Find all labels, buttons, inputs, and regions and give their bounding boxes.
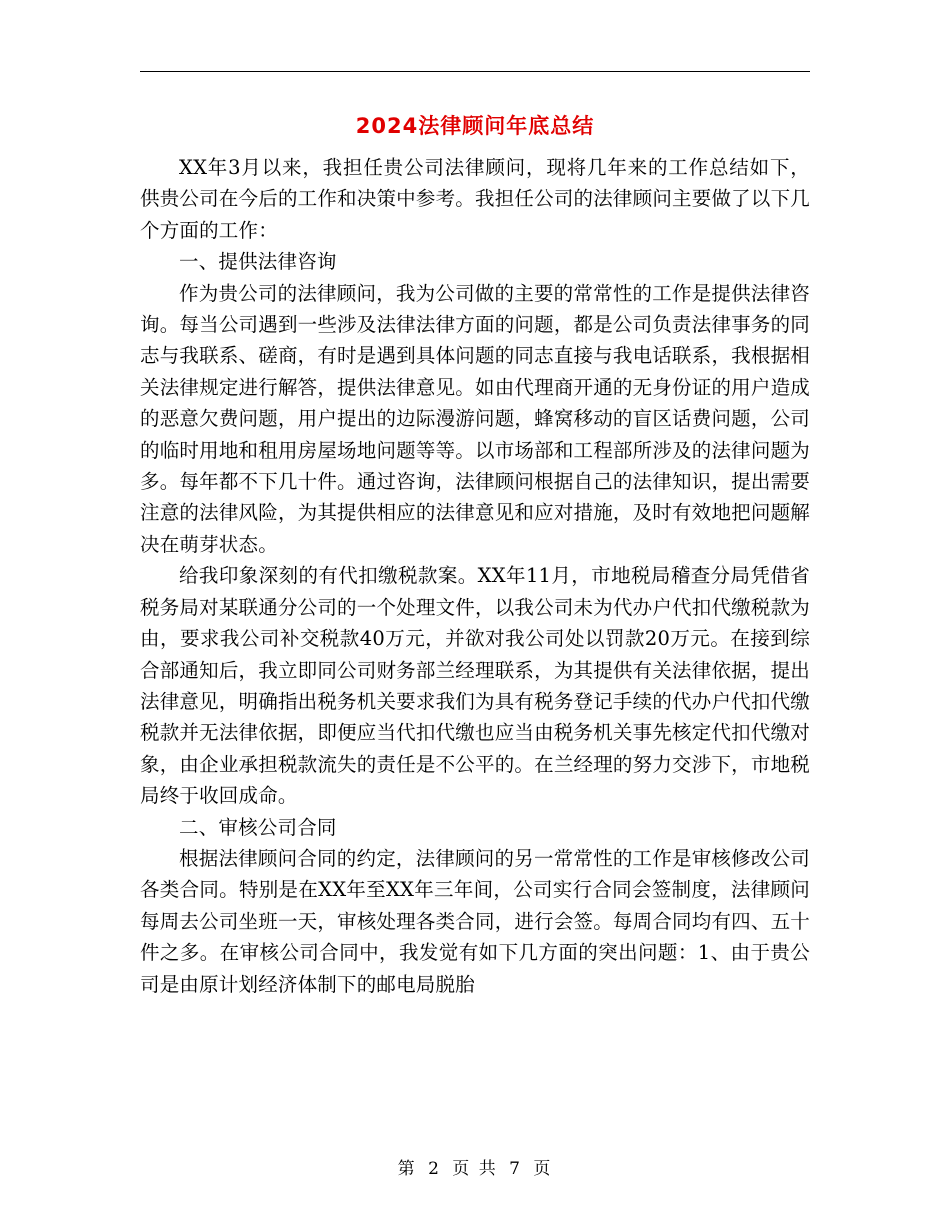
footer-total-pages: 7 xyxy=(509,1159,522,1179)
footer-middle: 页 共 xyxy=(452,1159,498,1179)
page-footer xyxy=(0,1154,950,1179)
footer-current-page: 2 xyxy=(428,1159,441,1179)
paragraph-consulting: 作为贵公司的法律顾问，我为公司做的主要的常常性的工作是提供法律咨询。每当公司遇到一些涉及法律法律方面的问题，都是公司负责法律事务的同志与我联系、磋商，有时是遇到具体问题的同志直接与我电话联系，我根据相关法律规定进行解答，提供法律意见。如由代理商开通的无身份证的用户造成的恶意欠费问题，用户提出的边际漫游问题，蜂窝移动的盲区话费问题，公司的临时用地和租用房屋场地问题等等。以市场部和工程部所涉及的法律问题为多。每年都不下几十件。通过咨询，法律顾问根据自己的法律知识，提出需要注意的法律风险，为其提供相应的法律意见和应对措施，及时有效地把问题解决在萌芽状态。 xyxy=(140,281,810,556)
footer-suffix: 页 xyxy=(533,1159,553,1179)
document-title: 2024法律顾问年底总结 xyxy=(355,114,595,138)
section-heading-contracts: 二、审核公司合同 xyxy=(179,815,337,839)
section-heading-consulting: 一、提供法律咨询 xyxy=(179,250,337,274)
paragraph-tax-case: 给我印象深刻的有代扣缴税款案。XX年11月，市地税局稽查分局凭借省税务局对某联通分公司的一个处理文件，以我公司未为代办户代扣代缴税款为由，要求我公司补交税款40万元，并欲对我公司处以罚款20万元。在接到综合部通知后，我立即同公司财务部兰经理联系，为其提供有关法律依据，提出法律意见，明确指出税务机关要求我们为具有税务登记手续的代办户代扣代缴税款并无法律依据，即便应当代扣代缴也应当由税务机关事先核定代扣代缴对象，由企业承担税款流失的责任是不公平的。在兰经理的努力交涉下，市地税局终于收回成命。 xyxy=(140,564,810,808)
footer-prefix: 第 xyxy=(397,1159,417,1179)
paragraph-intro: XX年3月以来，我担任贵公司法律顾问，现将几年来的工作总结如下，供贵公司在今后的工作和决策中参考。我担任公司的法律顾问主要做了以下几个方面的工作： xyxy=(140,156,810,242)
document-body xyxy=(140,152,810,1000)
header-rule xyxy=(140,71,810,72)
paragraph-contracts: 根据法律顾问合同的约定，法律顾问的另一常常性的工作是审核修改公司各类合同。特别是在XX年至XX年三年间，公司实行合同会签制度，法律顾问每周去公司坐班一天，审核处理各类合同，进行会签。每周合同均有四、五十件之多。在审核公司合同中，我发觉有如下几方面的突出问题：1、由于贵公司是由原计划经济体制下的邮电局脱胎 xyxy=(140,846,810,996)
